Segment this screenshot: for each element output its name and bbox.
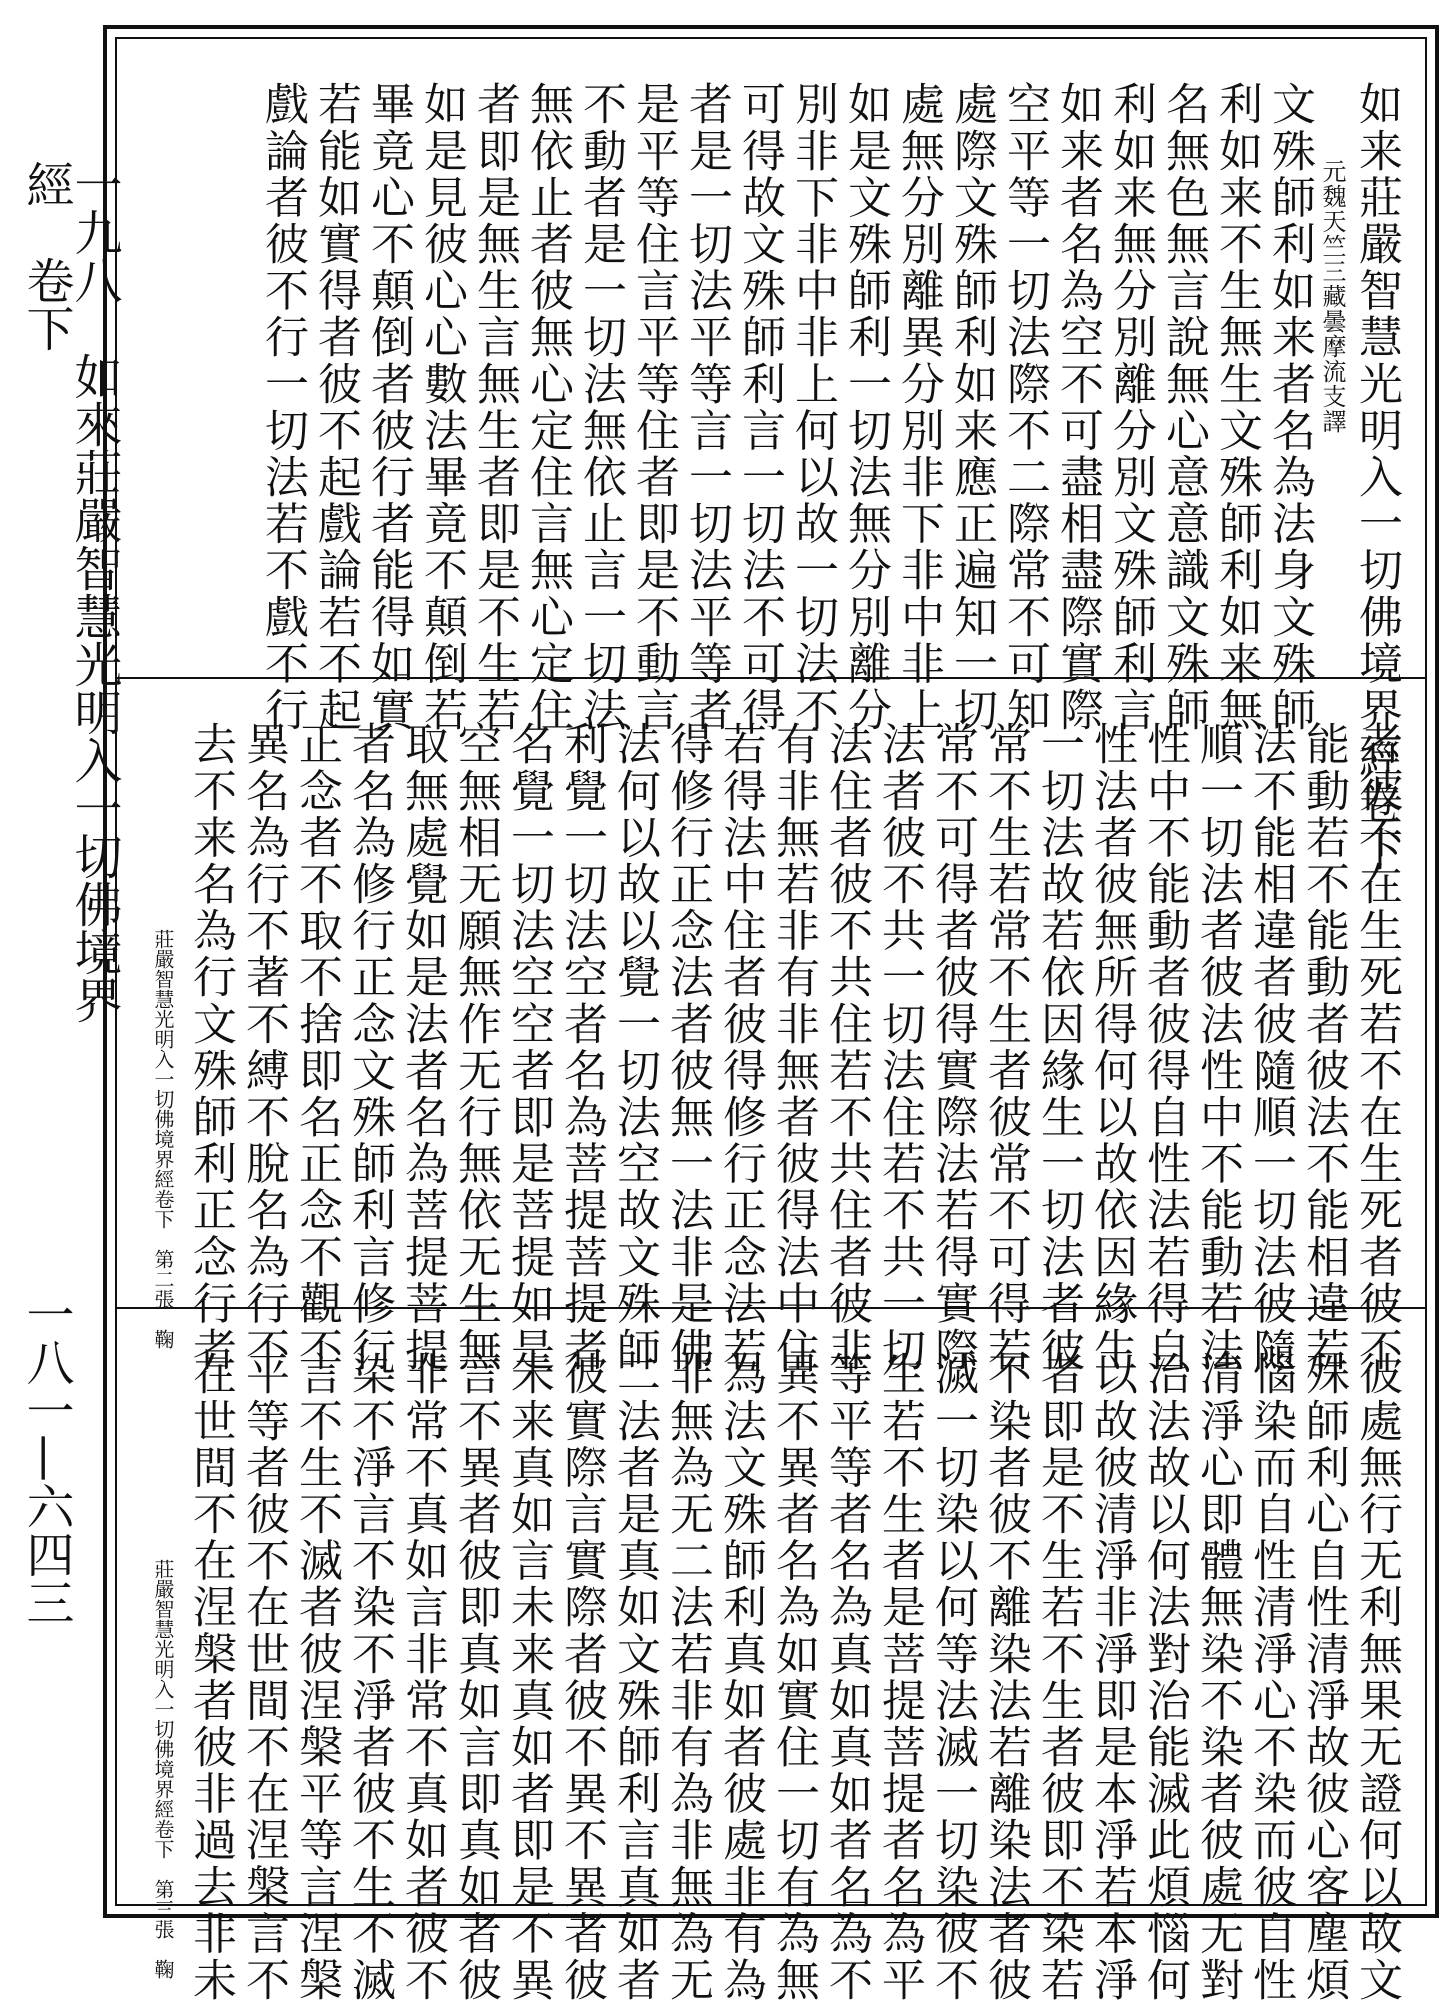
text-column: 處際文殊師利如来應正遍知一切 [946, 81, 997, 734]
text-column: 取無處覺如是法者名為菩提菩提 [397, 721, 448, 1374]
text-column: 處無分別離異分別非下非中非上 [893, 81, 944, 734]
text-column: 空無相无願無作无行無依无生無 [450, 721, 501, 1374]
text-column: 異名為行不著不縛不脫名為行不 [238, 721, 289, 1374]
text-column: 利如来不生無生文殊師利如来無 [1211, 81, 1262, 734]
text-column: 平等者彼不在世間不在涅槃言不 [238, 1351, 289, 2003]
text-column: 染不淨言不染不淨者彼不生不滅 [344, 1351, 395, 2003]
text-column: 者即是無生言無生者即是不生若 [469, 81, 520, 734]
text-column: 一切法故若依因緣生一切法者彼 [1033, 721, 1084, 1374]
text-column: 非常不真如言非常不真如者彼不 [397, 1351, 448, 2003]
text-column: 正念者不取不捨即名正念不觀不 [291, 721, 342, 1374]
text-column: 順一切法者彼法性中不能動若法 [1192, 721, 1243, 1374]
text-column: 名覺一切法空空者即是菩提如是 [503, 721, 554, 1374]
text-column: 等平等者名為真如真如者名為不 [821, 1351, 872, 2003]
text-column: 彼處無行无利無果无證何以故文 [1351, 1351, 1402, 2003]
panel-2 [117, 679, 1425, 1374]
text-column: 二法者是真如文殊師利言真如者 [609, 1351, 660, 2003]
text-column: 法不能相違者彼隨順一切法彼隨 [1245, 721, 1296, 1374]
text-column: 未来真如言未来真如者即是不異 [503, 1351, 554, 2003]
text-column: 法何以故以覺一切法空故文殊師 [609, 721, 660, 1374]
text-column: 法者彼不共一切法住若不共一切 [874, 721, 925, 1374]
text-column: 非無為无二法若非有為非無為无 [662, 1351, 713, 2003]
text-column: 滅一切染以何等法滅一切染彼不 [927, 1351, 978, 2003]
text-column: 如是文殊師利一切法無分別離分 [840, 81, 891, 734]
text-column: 治法故以何法對治能滅此煩惱何 [1139, 1351, 1190, 2003]
text-column: 不染者彼不離染法若離染法者彼 [980, 1351, 1031, 2003]
text-column: 言不異者彼即真如言即真如者彼 [450, 1351, 501, 2003]
text-column: 清淨心即體無染不染者彼處无對 [1192, 1351, 1243, 2003]
text-column: 利如来無分別離分別文殊師利言 [1105, 81, 1156, 734]
text-column: 常不可得者彼得實際法若得實際 [927, 721, 978, 1374]
text-column: 以故彼清淨非淨即是本淨若本淨 [1086, 1351, 1137, 2003]
text-column: 若能如實得者彼不起戲論若不起 [310, 81, 361, 734]
text-column: 者名為修行正念文殊師利言修行 [344, 721, 395, 1374]
text-column: 不動者是一切法無依止言一切法 [575, 81, 626, 734]
text-column: 得修行正念法者彼無一法非是佛 [662, 721, 713, 1374]
margin-page-number: 一八一—六四三 [18, 1290, 74, 1626]
text-column: 名無色無言說無心意意識文殊師 [1158, 81, 1209, 734]
page-frame-inner [115, 37, 1427, 2003]
text-column: 如来者名為空不可盡相盡際實際 [1052, 81, 1103, 734]
text-column: 可得故文殊師利言一切法不可得 [734, 81, 785, 734]
text-column: 者彼不在生死若不在生死者彼不 [1351, 721, 1402, 1374]
text-column: 性法者彼無所得何以故依因緣生 [1086, 721, 1137, 1374]
text-column: 生若不生者是菩提菩提者名為平 [874, 1351, 925, 2003]
text-column: 如是見彼心心數法畢竟不顛倒若 [416, 81, 467, 734]
text-column: 殊師利心自性清淨故彼心客塵煩 [1298, 1351, 1349, 2003]
text-column: 有非無若非有非無者彼得法中住 [768, 721, 819, 1374]
text-column: 利覺一切法空者名為菩提菩提者 [556, 721, 607, 1374]
block-signature: 莊嚴智慧光明入一切佛境界經卷下 第二張 鞠 [151, 929, 175, 1349]
text-column: 者是一切法平等言一切法平等者 [681, 81, 732, 734]
sutra-title: 如来莊嚴智慧光明入一切佛境界經卷下 [1351, 81, 1402, 874]
left-margin [0, 0, 122, 1940]
text-column: 彼實際言實際者彼不異不異者彼 [556, 1351, 607, 2003]
page-frame [103, 25, 1439, 2003]
text-column: 文殊師利如来者名為法身文殊師 [1264, 81, 1315, 734]
text-column: 若得法中住者彼得修行正念法若 [715, 721, 766, 1374]
block-signature: 莊嚴智慧光明入一切佛境界經卷下 第三張 鞠 [151, 1559, 175, 1979]
text-column: 畢竟心不顛倒者彼行者能得如實 [363, 81, 414, 734]
text-column: 去不来名為行文殊師利正念行者 [185, 721, 236, 1374]
panel-3 [117, 1309, 1425, 2003]
text-column: 常不生若常不生者彼常不可得若 [980, 721, 1031, 1374]
text-column: 別非下非中非上何以故一切法不 [787, 81, 838, 734]
text-column: 者即是不生若不生者彼即不染若 [1033, 1351, 1084, 2003]
margin-title: 一九八 如來莊嚴智慧光明入一切佛境界經 卷下 [18, 160, 122, 1024]
text-column: 惱染而自性清淨心不染而彼自性 [1245, 1351, 1296, 2003]
text-column: 無依止者彼無心定住言無心定住 [522, 81, 573, 734]
text-column: 是平等住言平等住者即是不動言 [628, 81, 679, 734]
text-column: 能動若不能動者彼法不能相違若 [1298, 721, 1349, 1374]
text-column: 性中不能動者彼得自性法若得自 [1139, 721, 1190, 1374]
translator-line: 元魏天竺三藏曇摩流支譯 [1318, 159, 1346, 434]
text-column: 為法文殊師利真如者彼處非有為 [715, 1351, 766, 2003]
text-column: 言不生不滅者彼涅槃平等言涅槃 [291, 1351, 342, 2003]
text-column: 戲論者彼不行一切法若不戲不行 [257, 81, 308, 734]
text-column: 空平等一切法際不二際常不可知 [999, 81, 1050, 734]
text-column: 異不異者名為如實住一切有為無 [768, 1351, 819, 2003]
text-column: 法住者彼不共住若不共住者彼非 [821, 721, 872, 1374]
panel-1 [117, 39, 1425, 874]
text-column: 在世間不在涅槃者彼非過去非未 [185, 1351, 236, 2003]
